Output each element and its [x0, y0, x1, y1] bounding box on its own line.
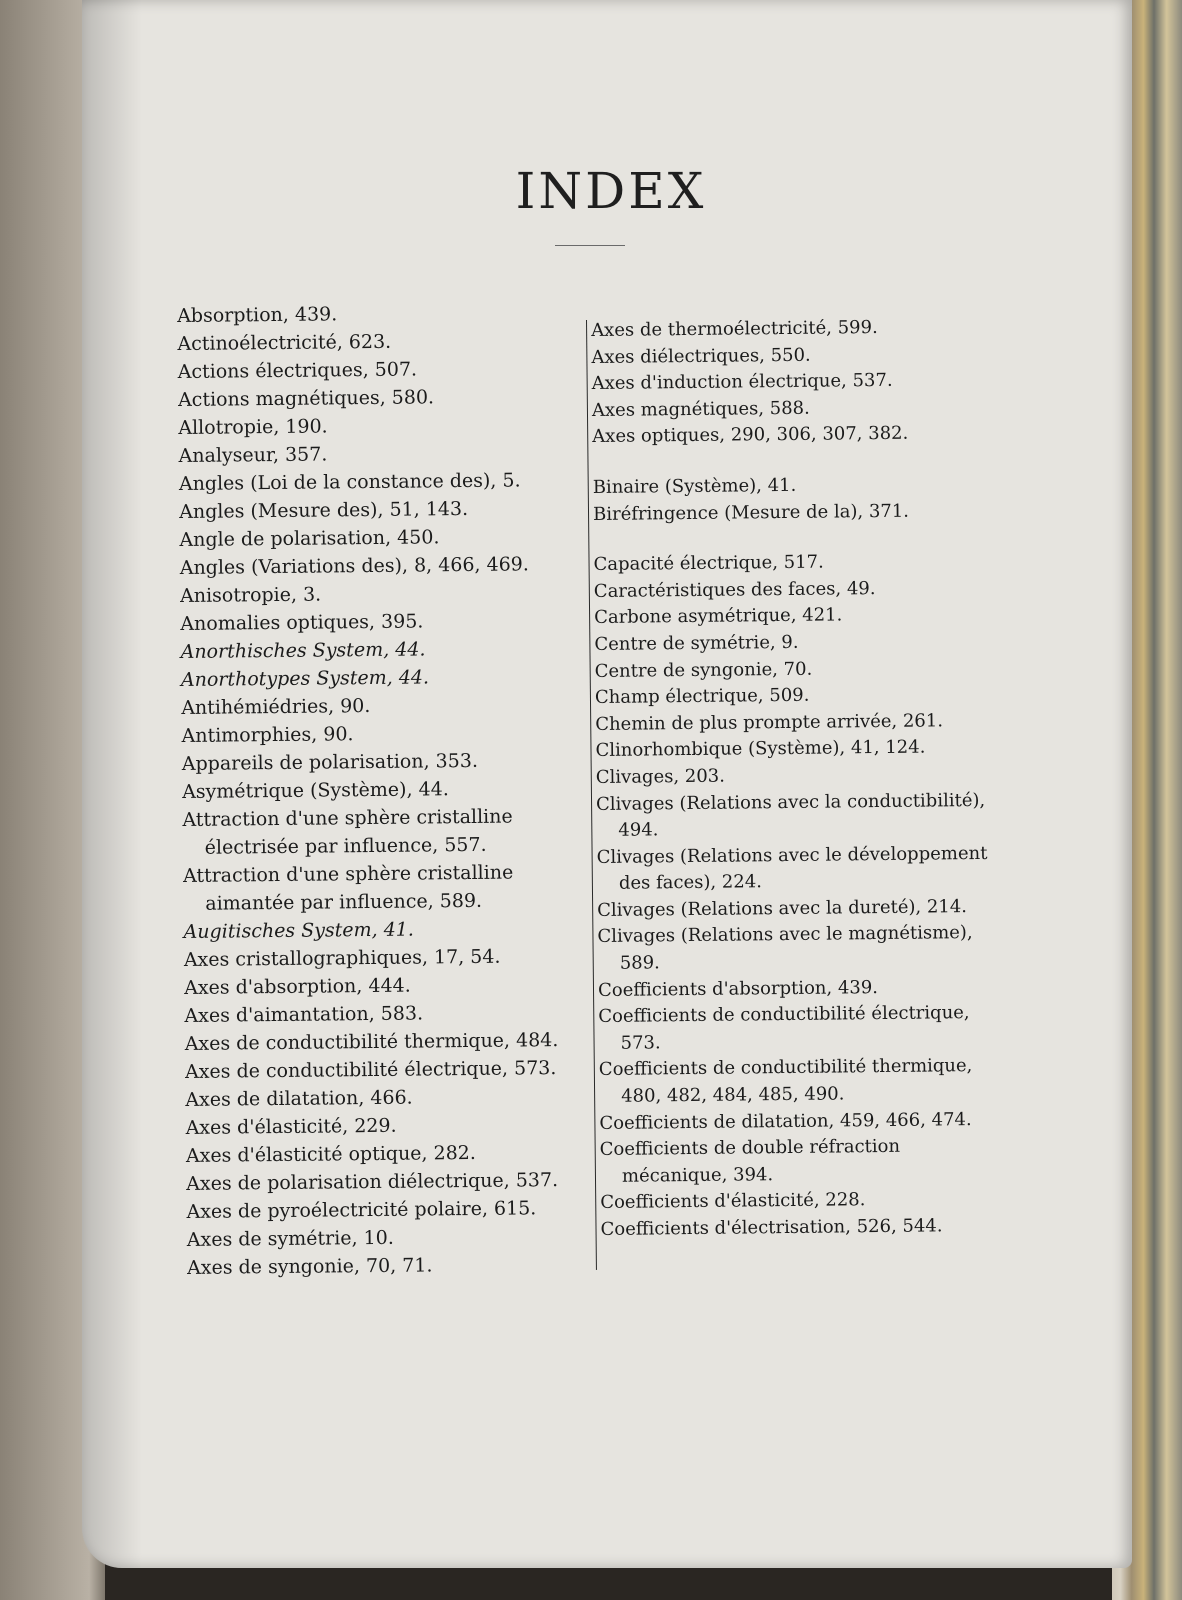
index-entry: Axes d'aimantation, 583. — [184, 1002, 424, 1027]
index-entry: Axes d'absorption, 444. — [184, 974, 411, 999]
index-entry: Coefficients de conductibilité thermique, 480, 482, 484, 485, 490. — [598, 1055, 973, 1107]
index-entry: Actions magnétiques, 580. — [177, 386, 435, 411]
index-entry: Antimorphies, 90. — [181, 723, 354, 747]
index-entry: Analyseur, 357. — [178, 443, 328, 467]
index-entry: Clivages (Relations avec la dureté), 214. — [597, 895, 968, 921]
index-entry: Axes magnétiques, 588. — [591, 397, 810, 421]
index-entry: Coefficients d'électrisation, 526, 544. — [600, 1215, 943, 1240]
index-entry: Augitisches System, 41. — [183, 918, 414, 943]
index-entry: Coefficients d'absorption, 439. — [597, 976, 879, 1001]
index-entry: Angle de polarisation, 450. — [179, 526, 440, 551]
index-entry: Angles (Variations des), 8, 466, 469. — [179, 553, 529, 579]
index-entry: Anisotropie, 3. — [179, 583, 322, 607]
index-entry: Coefficients de conductibilité électrique, 573. — [598, 1002, 970, 1054]
index-entry: Axes de thermoélectricité, 599. — [591, 316, 878, 341]
index-entry: Axes optiques, 290, 306, 307, 382. — [592, 423, 909, 448]
index-entry: Clivages (Relations avec le développement des faces), 224. — [596, 842, 988, 895]
index-entry: Clivages (Relations avec la conductibilité), 494. — [595, 789, 986, 841]
index-entry: Coefficients de dilatation, 459, 466, 474. — [599, 1108, 972, 1134]
index-entry: Asymétrique (Système), 44. — [182, 778, 449, 803]
index-entry: Axes de polarisation diélectrique, 537. — [186, 1169, 559, 1195]
index-entry: Biréfringence (Mesure de la), 371. — [592, 500, 910, 525]
index-entry: Anorthisches System, 44. — [180, 638, 426, 663]
index-entry: Axes de conductibilité thermique, 484. — [184, 1029, 559, 1055]
index-entry: Clivages, 203. — [595, 765, 726, 788]
page-gutter-shadow — [82, 0, 142, 1568]
index-entry: Axes de pyroélectricité polaire, 615. — [186, 1197, 537, 1223]
index-entry: Angles (Mesure des), 51, 143. — [179, 497, 469, 523]
index-entry: Binaire (Système), 41. — [592, 474, 797, 498]
index-entry: Anomalies optiques, 395. — [180, 610, 424, 635]
index-entry: Clinorhombique (Système), 41, 124. — [595, 736, 926, 762]
index-entry: Antihémiédries, 90. — [181, 694, 371, 719]
index-entry: Anorthotypes System, 44. — [180, 666, 430, 691]
index-entry: Champ électrique, 509. — [594, 684, 810, 709]
index-column-left — [177, 298, 607, 1282]
index-entry: Axes de syngonie, 70, 71. — [187, 1254, 433, 1279]
index-entry: Axes de conductibilité électrique, 573. — [184, 1057, 557, 1083]
index-entry: Actions électriques, 507. — [177, 358, 418, 383]
index-entry: Coefficients de double réfraction mécanique, 394. — [599, 1136, 901, 1187]
index-entry: Carbone asymétrique, 421. — [594, 604, 843, 629]
index-entry: Chemin de plus prompte arrivée, 261. — [595, 710, 944, 735]
index-entry: Attraction d'une sphère cristalline électrisée par influence, 557. — [182, 805, 513, 859]
index-entry: Centre de syngonie, 70. — [594, 658, 813, 682]
index-entry: Allotropie, 190. — [178, 415, 328, 439]
index-entry: Appareils de polarisation, 353. — [181, 749, 479, 775]
index-entry: Coefficients d'élasticité, 228. — [600, 1189, 866, 1214]
page-title: INDEX — [515, 162, 707, 220]
index-entry: Axes cristallographiques, 17, 54. — [183, 945, 501, 971]
index-entry: Axes d'induction électrique, 537. — [591, 370, 893, 395]
index-entry: Axes d'élasticité optique, 282. — [185, 1141, 476, 1167]
index-entry: Axes de symétrie, 10. — [186, 1226, 394, 1251]
index-entry: Caractéristiques des faces, 49. — [593, 577, 876, 602]
index-entry: Absorption, 439. — [177, 303, 338, 327]
index-entry: Capacité électrique, 517. — [593, 551, 824, 576]
index-entry: Angles (Loi de la constance des), 5. — [178, 469, 521, 495]
index-entry: Axes d'élasticité, 229. — [185, 1114, 397, 1139]
index-entry: Clivages (Relations avec le magnétisme), 589. — [597, 922, 973, 974]
title-rule — [555, 245, 625, 246]
index-entry: Centre de symétrie, 9. — [594, 631, 799, 655]
index-entry: Axes diélectriques, 550. — [591, 344, 811, 368]
index-entry: Axes de dilatation, 466. — [185, 1086, 413, 1111]
index-entry: Actinoélectricité, 623. — [177, 330, 392, 355]
index-entry: Attraction d'une sphère cristalline aimantée par influence, 589. — [182, 861, 514, 915]
index-column-right — [591, 314, 1011, 1244]
